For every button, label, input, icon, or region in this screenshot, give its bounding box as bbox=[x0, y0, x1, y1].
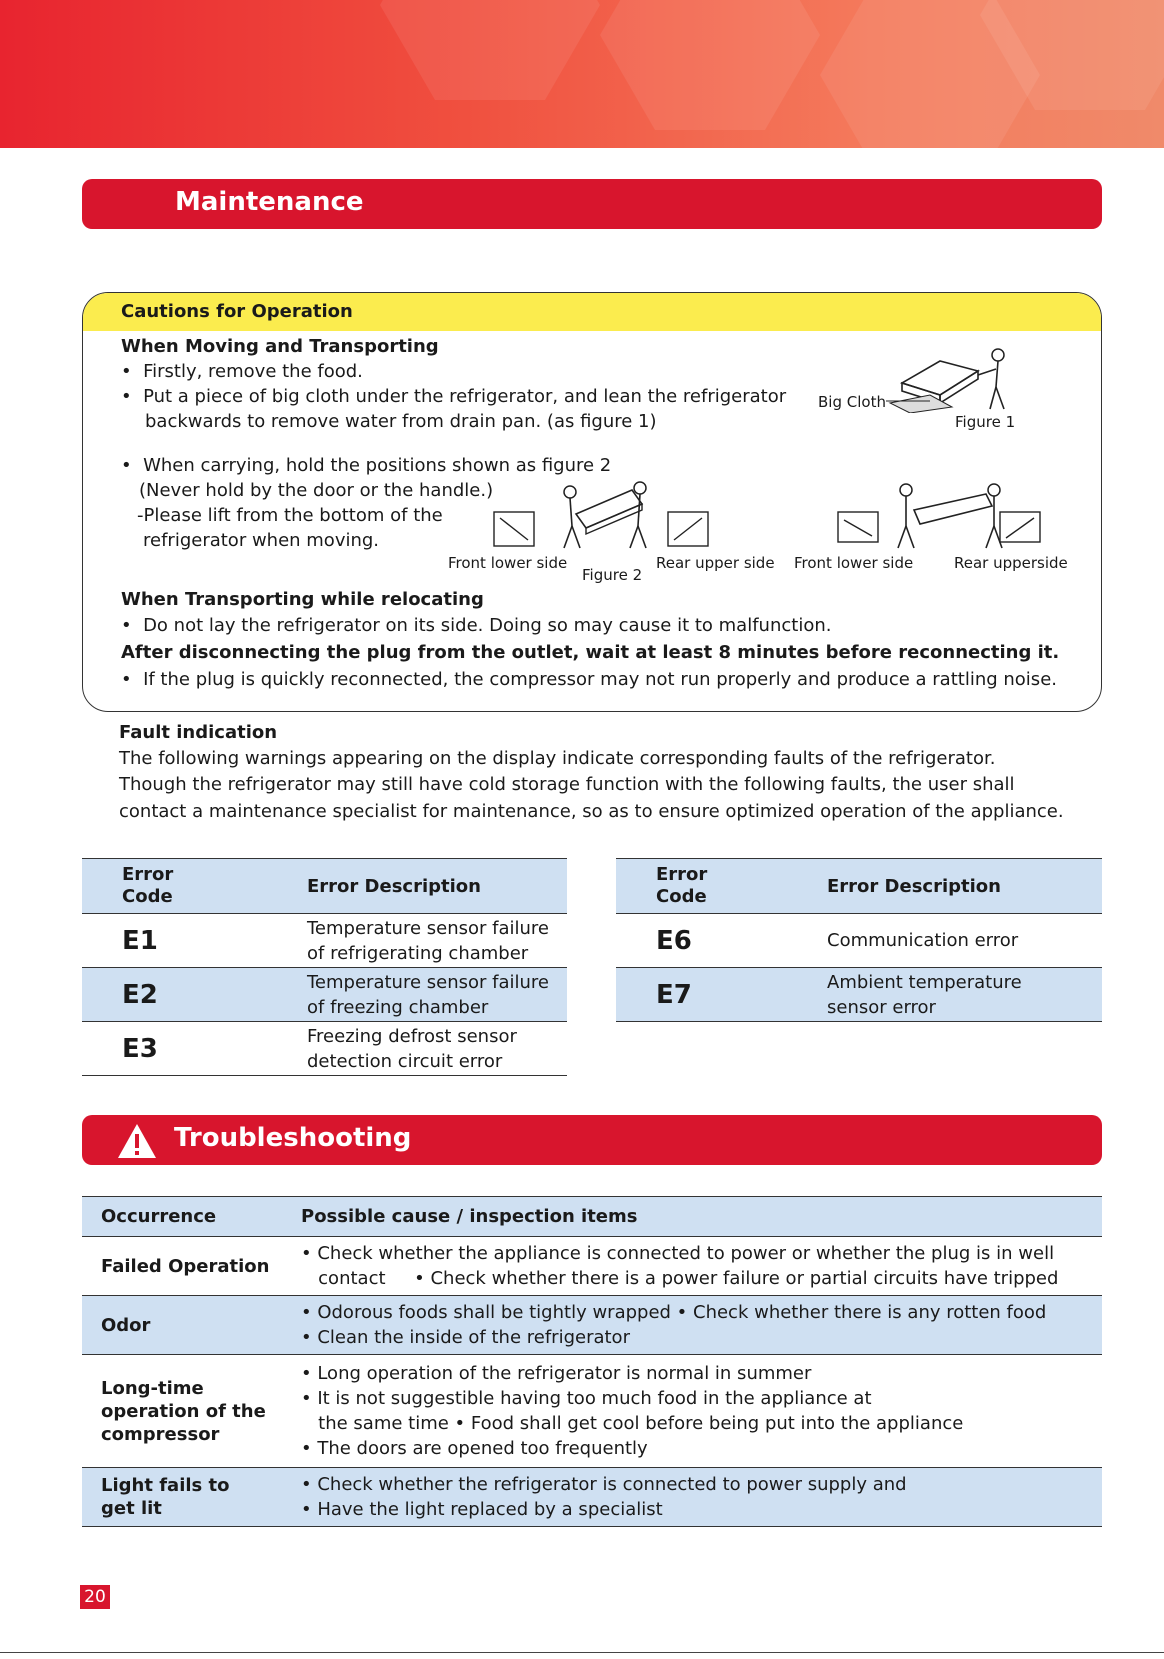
table-header-row bbox=[82, 1197, 1102, 1237]
maintenance-section-bar bbox=[82, 179, 1102, 229]
troubleshooting-title: Troubleshooting bbox=[174, 1123, 412, 1153]
list-item: • If the plug is quickly reconnected, the compressor may not run properly and produce a rattling noise. bbox=[121, 669, 1057, 690]
troubleshooting-table bbox=[82, 1196, 1102, 1527]
fault-text: Though the refrigerator may still have cold storage function with the following faults, the user shall bbox=[119, 774, 1015, 795]
error-code: E7 bbox=[616, 968, 827, 1022]
list-item: • Put a piece of big cloth under the refrigerator, and lean the refrigerator bbox=[121, 386, 787, 407]
cause-cell: • Long operation of the refrigerator is normal in summer • It is not suggestible having too much food in the appliance at the same time • Food shall get cool before being put into the appliance • The doors are opened too frequently bbox=[301, 1355, 1102, 1468]
table-header-row bbox=[616, 859, 1102, 914]
fault-heading: Fault indication bbox=[119, 722, 278, 743]
fault-text: The following warnings appearing on the display indicate corresponding faults of the refrigerator. bbox=[119, 748, 996, 769]
figure2-illustration-front bbox=[492, 480, 712, 555]
cause-cell: • Check whether the refrigerator is connected to power supply and • Have the light replaced by a specialist bbox=[301, 1468, 1102, 1527]
carrying-note: refrigerator when moving. bbox=[143, 530, 380, 551]
error-description: Temperature sensor failure of freezing chamber bbox=[307, 968, 567, 1022]
list-item-continuation: backwards to remove water from drain pan. (as figure 1) bbox=[145, 411, 657, 432]
maintenance-title: Maintenance bbox=[175, 187, 364, 217]
header-error-code: Error Code bbox=[616, 859, 827, 914]
cautions-header bbox=[83, 293, 1101, 331]
plug-heading: After disconnecting the plug from the outlet, wait at least 8 minutes before reconnecting it. bbox=[121, 642, 1060, 663]
table-row bbox=[82, 1237, 1102, 1296]
cause-cell: • Odorous foods shall be tightly wrapped • Check whether there is any rotten food • Clean the inside of the refrigerator bbox=[301, 1296, 1102, 1355]
figure2-label-rear-upper: Rear upper side bbox=[656, 554, 775, 572]
page-number: 20 bbox=[80, 1585, 110, 1609]
warning-icon bbox=[116, 1122, 158, 1160]
figure2-illustration-rear bbox=[836, 480, 1042, 555]
figure2-label-front-lower: Front lower side bbox=[448, 554, 568, 572]
error-description: Freezing defrost sensor detection circuit error bbox=[307, 1022, 567, 1076]
error-code: E2 bbox=[82, 968, 307, 1022]
header-error-code: Error Code bbox=[82, 859, 307, 914]
error-description: Ambient temperature sensor error bbox=[827, 968, 1102, 1022]
list-item: • Do not lay the refrigerator on its side. Doing so may cause it to malfunction. bbox=[121, 615, 832, 636]
relocating-heading: When Transporting while relocating bbox=[121, 589, 484, 610]
footer-rule bbox=[0, 1652, 1164, 1653]
error-table-left bbox=[82, 858, 567, 1076]
fault-text: contact a maintenance specialist for maintenance, so as to ensure optimized operation of the appliance. bbox=[119, 801, 1064, 822]
table-row bbox=[616, 914, 1102, 968]
list-item: • Firstly, remove the food. bbox=[121, 361, 363, 382]
table-row bbox=[616, 968, 1102, 1022]
table-row bbox=[82, 1296, 1102, 1355]
list-item: • When carrying, hold the positions shown as figure 2 bbox=[121, 455, 612, 476]
table-row bbox=[82, 968, 567, 1022]
table-row bbox=[82, 1468, 1102, 1527]
header-possible-cause: Possible cause / inspection items bbox=[301, 1197, 1102, 1237]
header-error-description: Error Description bbox=[827, 859, 1102, 914]
figure2-caption: Figure 2 bbox=[582, 566, 643, 584]
table-header-row bbox=[82, 859, 567, 914]
occurrence-cell: Light fails to get lit bbox=[82, 1468, 301, 1527]
table-row bbox=[82, 1355, 1102, 1468]
error-code: E3 bbox=[82, 1022, 307, 1076]
header-error-description: Error Description bbox=[307, 859, 567, 914]
error-table-right bbox=[616, 858, 1102, 1022]
table-row bbox=[82, 1022, 567, 1076]
occurrence-cell: Long-time operation of the compressor bbox=[82, 1355, 301, 1468]
header-banner bbox=[0, 0, 1164, 148]
figure1-caption: Figure 1 bbox=[955, 413, 1016, 431]
figure2-label-front-lower-2: Front lower side bbox=[794, 554, 914, 572]
figure1-leader-line bbox=[886, 399, 930, 403]
error-code: E6 bbox=[616, 914, 827, 968]
carrying-note: (Never hold by the door or the handle.) bbox=[139, 480, 494, 501]
table-row bbox=[82, 914, 567, 968]
cause-cell: • Check whether the appliance is connected to power or whether the plug is in well contact • Check whether there is a power failure or partial circuits have tripped bbox=[301, 1237, 1102, 1296]
occurrence-cell: Failed Operation bbox=[82, 1237, 301, 1296]
moving-heading: When Moving and Transporting bbox=[121, 336, 439, 357]
error-description: Temperature sensor failure of refrigerating chamber bbox=[307, 914, 567, 968]
figure1-cloth-label: Big Cloth bbox=[818, 393, 886, 411]
header-occurrence: Occurrence bbox=[82, 1197, 301, 1237]
carrying-note: -Please lift from the bottom of the bbox=[137, 505, 443, 526]
error-description: Communication error bbox=[827, 914, 1102, 968]
cautions-title: Cautions for Operation bbox=[121, 301, 353, 322]
error-code: E1 bbox=[82, 914, 307, 968]
troubleshooting-section-bar bbox=[82, 1115, 1102, 1165]
figure2-label-rear-upperside: Rear upperside bbox=[954, 554, 1068, 572]
occurrence-cell: Odor bbox=[82, 1296, 301, 1355]
